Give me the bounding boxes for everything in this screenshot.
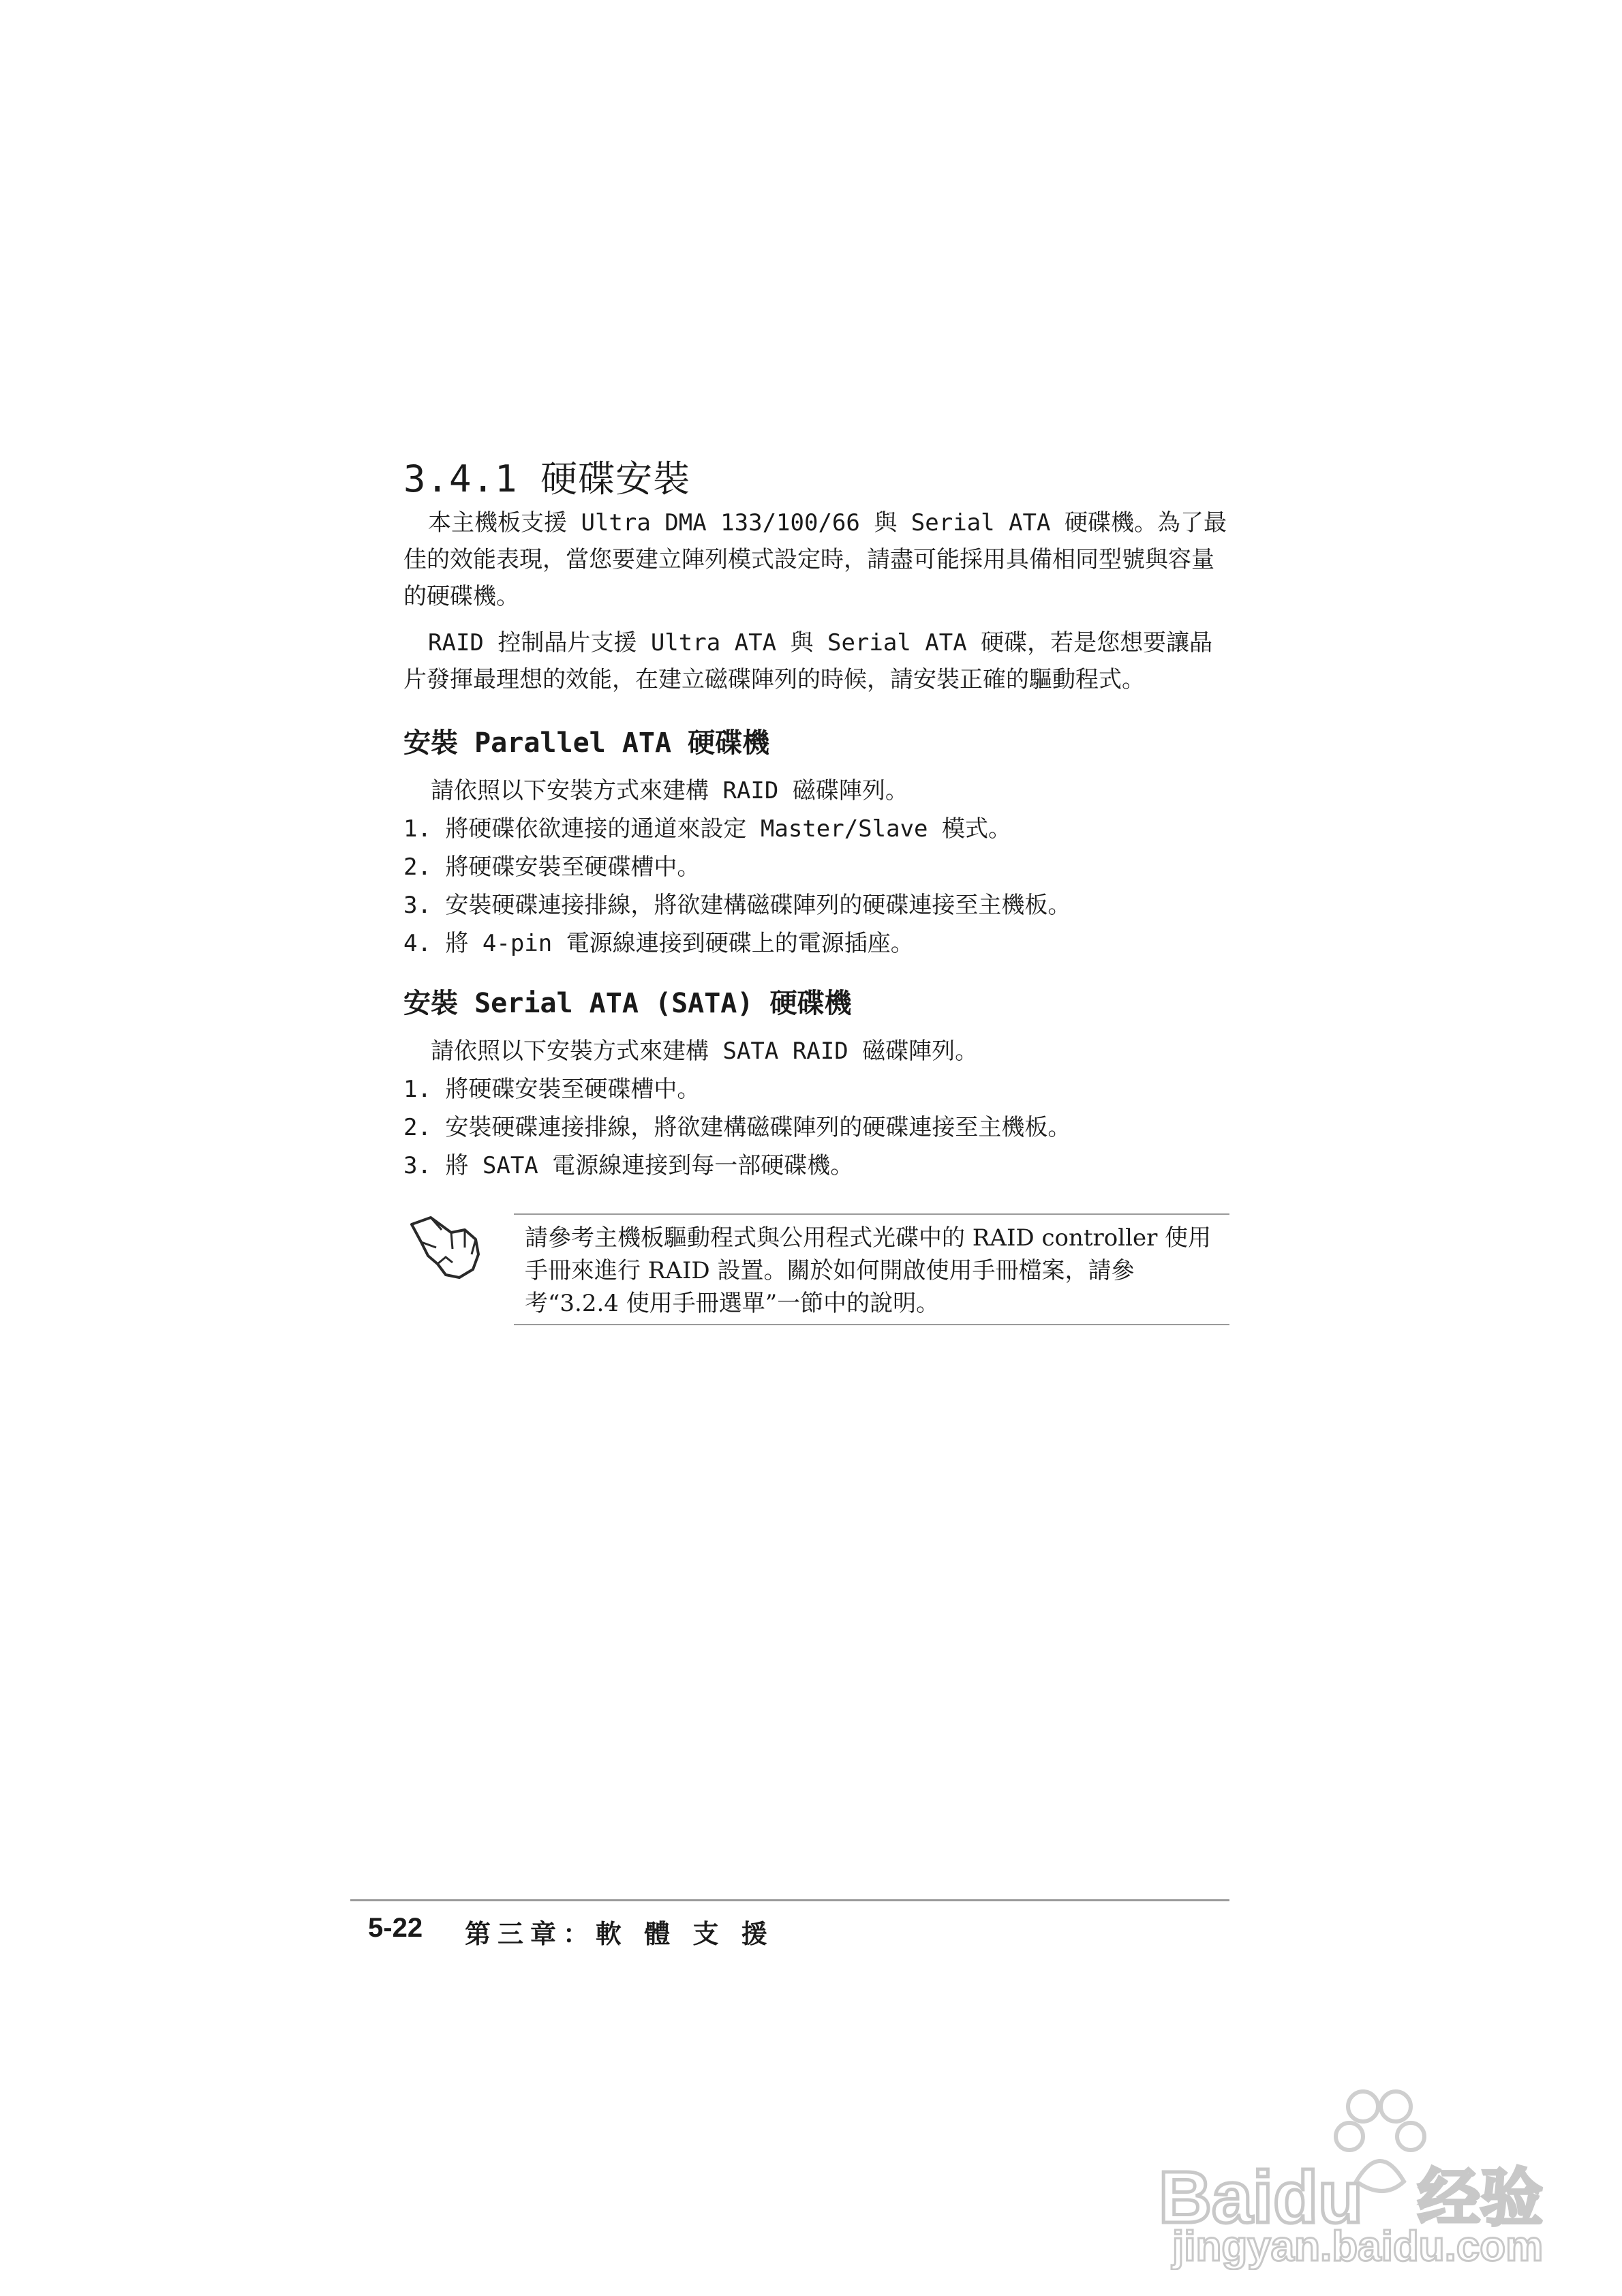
svg-text:jingyan.baidu.com: jingyan.baidu.com <box>1172 2223 1544 2270</box>
svg-text:Baidu: Baidu <box>1159 2156 1364 2238</box>
intro-paragraph-2: RAID 控制晶片支援 Ultra ATA 與 Serial ATA 硬碟，若是您想要讓晶片發揮最理想的效能，在建立磁碟陣列的時候，請安裝正確的驅動程式。 <box>403 629 1213 693</box>
intro-paragraph-1: 本主機板支援 Ultra DMA 133/100/66 與 Serial ATA 硬碟機。為了最佳的效能表現，當您要建立陣列模式設定時，請盡可能採用具備相同型號與容量的硬碟機。 <box>403 509 1227 610</box>
parallel-step-4: 4. 將 4-pin 電源線連接到硬碟上的電源插座。 <box>403 930 914 957</box>
svg-text:经验: 经验 <box>1418 2162 1544 2235</box>
baidu-watermark <box>1159 2079 1567 2273</box>
parallel-step-2: 2. 將硬碟安裝至硬碟槽中。 <box>403 854 701 881</box>
serial-step-1: 1. 將硬碟安裝至硬碟槽中。 <box>403 1076 701 1103</box>
parallel-ata-heading: 安裝 Parallel ATA 硬碟機 <box>403 727 770 759</box>
section-title: 3.4.1 硬碟安裝 <box>403 457 691 500</box>
serial-ata-heading: 安裝 Serial ATA (SATA) 硬碟機 <box>403 988 852 1019</box>
parallel-ata-lead: 請依照以下安裝方式來建構 RAID 磁碟陣列。 <box>431 777 908 804</box>
note-box <box>514 1213 1229 1325</box>
parallel-step-1: 1. 將硬碟依欲連接的通道來設定 Master/Slave 模式。 <box>403 815 1011 843</box>
serial-ata-lead: 請依照以下安裝方式來建構 SATA RAID 磁碟陣列。 <box>431 1038 979 1065</box>
serial-step-2: 2. 安裝硬碟連接排線，將欲建構磁碟陣列的硬碟連接至主機板。 <box>403 1114 1071 1141</box>
footer-rule <box>350 1899 1229 1901</box>
chapter-title: 第三章：軟 體 支 援 <box>465 1919 774 1949</box>
parallel-step-3: 3. 安裝硬碟連接排線，將欲建構磁碟陣列的硬碟連接至主機板。 <box>403 892 1071 919</box>
pointing-hand-icon <box>408 1212 489 1290</box>
serial-step-3: 3. 將 SATA 電源線連接到每一部硬碟機。 <box>403 1152 854 1179</box>
note-text: 請參考主機板驅動程式與公用程式光碟中的 RAID controller 使用手冊來進行 RAID 設置。關於如何開啟使用手冊檔案，請參考“3.2.4 使用手冊選單”一節中的說明。 <box>525 1224 1212 1317</box>
page-number: 5-22 <box>368 1913 423 1943</box>
